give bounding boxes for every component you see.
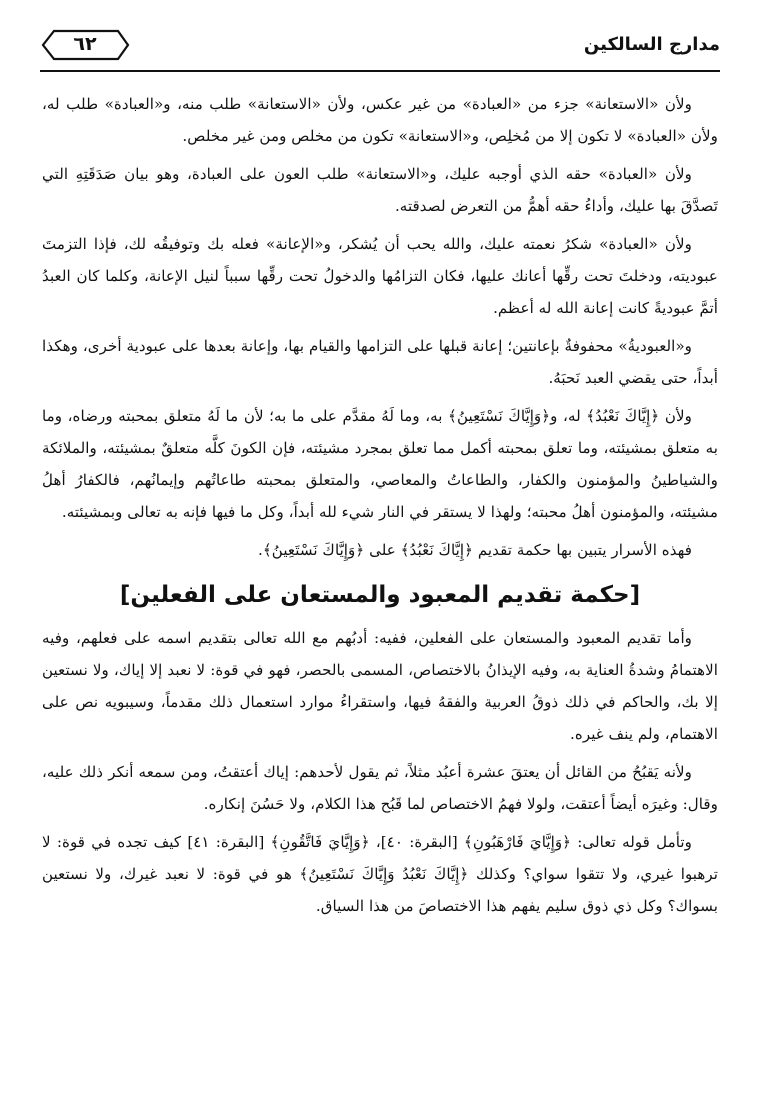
paragraph: ولأن «العبادة» شكرُ نعمته عليك، والله يحب أن يُشكر، و«الإعانة» فعله بك وتوفيقُه لك، فإذا التزمتَ عبوديته، ودخلتَ تحت رقِّها أعانك عليها، فكان التزامُها والدخولُ تحت رقِّها سبباً لنيل الإعانة، وكلما كان العبدُ أتمَّ عبوديةً كانت إعانة الله له أعظم. <box>42 235 718 317</box>
section-heading: [حكمة تقديم المعبود والمستعان على الفعلين] <box>119 582 641 608</box>
paragraph: وأما تقديم المعبود والمستعان على الفعلين، ففيه: أدبُهم مع الله تعالى بتقديم اسمه على فعلهم، وفيه الاهتمامُ وشدةُ العناية به، وفيه الإيذانُ بالاختصاص، المسمى بالحصر، فهو في قوة: لا نعبد إلا إياك، ولا نستعين إلا بك، والحاكم في ذلك ذوقُ العربية والفقهُ فيها، واستقراءُ موارد استعمال ذلك مقدماً، وسيبويه نص على الاهتمام، ولم ينف غيره. <box>42 629 718 743</box>
paragraph: ولأن «العبادة» حقه الذي أوجبه عليك، و«الاستعانة» طلب العون على العبادة، وهو بيان صَدَقَتِهِ التي تَصدَّقَ بها عليك، وأداءُ حقه أهمُّ من التعرض لصدقته. <box>42 165 718 215</box>
paragraph: فهذه الأسرار يتبين بها حكمة تقديم ﴿إِيَّاكَ نَعْبُدُ﴾ على ﴿وَإِيَّاكَ نَسْتَعِينُ﴾. <box>258 541 692 559</box>
paragraph: ولأن «الاستعانة» جزء من «العبادة» من غير عكس، ولأن «الاستعانة» طلب منه، و«العبادة» طلب له، ولأن «العبادة» لا تكون إلا من مُخلِص، و«الاستعانة» تكون من مخلص ومن غير مخلص. <box>42 95 718 145</box>
page-number-frame <box>40 28 130 62</box>
paragraph: ولأن ﴿إِيَّاكَ نَعْبُدُ﴾ له، و﴿وَإِيَّاكَ نَسْتَعِينُ﴾ به، وما لَهُ مقدَّم على ما به؛ لأن ما لَهُ متعلق بمحبته ورضاه، وما به متعلق بمشيئته، وما تعلق بمحبته أكمل مما تعلق بمجرد مشيئته، فإن الكونَ كلَّه متعلقٌ بمشيئته، والملائكة والشياطينُ والمؤمنون والكفار، والطاعاتُ والمعاصي، والمتعلق بمحبته طاعاتُهم وإيمانُهم، فالكفارُ أهلُ مشيئته، والمؤمنون أهلُ محبته؛ ولهذا لا يستقر في النار شيء لله أبداً، وكل ما فيها فإنه به تعالى وبمشيئته. <box>42 407 718 521</box>
main-text <box>42 88 718 928</box>
paragraph: وتأمل قوله تعالى: ﴿وَإِيَّايَ فَارْهَبُونِ﴾ [البقرة: ٤٠]، ﴿وَإِيَّايَ فَاتَّقُونِ﴾ [البقرة: ٤١] كيف تجده في قوة: لا ترهبوا غيري، ولا تتقوا سواي؟ وكذلك ﴿إِيَّاكَ نَعْبُدُ وَإِيَّاكَ نَسْتَعِينُ﴾ هو في قوة: لا نعبد غيرك، ولا نستعين بسواك؟ وكل ذي ذوق سليم يفهم هذا الاختصاصَ من هذا السياق. <box>42 833 718 915</box>
page-header <box>40 28 720 68</box>
header-divider <box>40 70 720 72</box>
paragraph: ولأنه يَقبُحُ من القائل أن يعتقَ عشرة أعبُد مثلاً، ثم يقول لأحدهم: إياك أعتقتُ، ومن سمعه أنكر ذلك عليه، وقال: وغيرَه أيضاً أعتقت، ولولا فهمُ الاختصاص لما قَبُح هذا الكلام، ولا حَسُنَ إنكاره. <box>42 763 718 813</box>
paragraph: و«العبوديةُ» محفوفةٌ بإعانتين؛ إعانة قبلها على التزامها والقيام بها، وإعانة بعدها على عبودية أخرى، وهكذا أبداً، حتى يقضي العبد نَحبَهُ. <box>42 337 718 387</box>
page-number: ٦٢ <box>73 33 97 55</box>
book-title: مدارج السالكين <box>583 34 720 55</box>
